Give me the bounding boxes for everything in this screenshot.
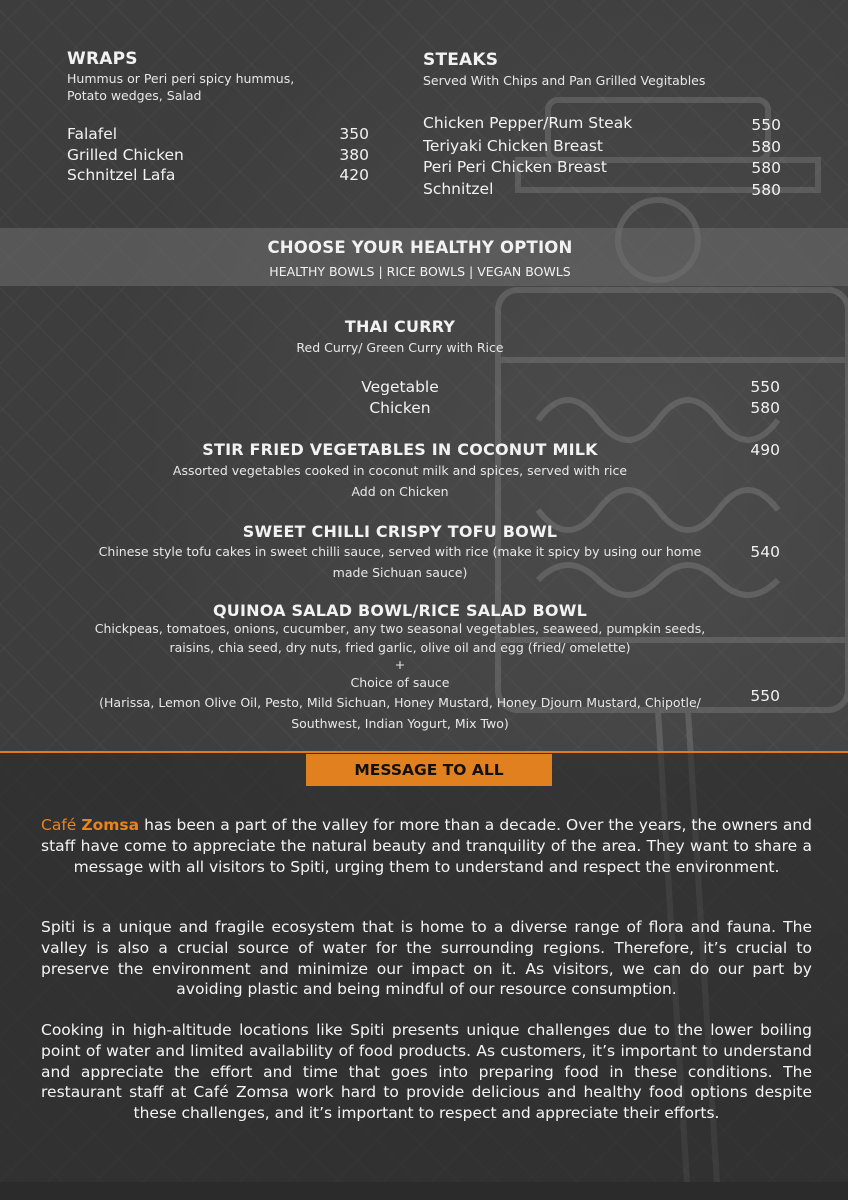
item-price: 550 — [751, 116, 781, 134]
quinoa-price: 550 — [750, 687, 780, 705]
item-price: 350 — [339, 125, 369, 143]
quinoa-sauces: (Harissa, Lemon Olive Oil, Pesto, Mild Sichuan, Honey Mustard, Honey Djourn Mustard, Chipotle/ Southwest, Indian Yogurt, Mix Two) — [99, 695, 701, 731]
item-name: Peri Peri Chicken Breast — [423, 158, 607, 176]
stir-fried-heading: STIR FRIED VEGETABLES IN COCONUT MILK — [202, 440, 598, 459]
steaks-heading: STEAKS — [423, 50, 499, 70]
thai-curry-option-chicken: Chicken — [369, 399, 431, 417]
wraps-description: Hummus or Peri peri spicy hummus, Potato wedges, Salad — [67, 71, 295, 103]
stir-fried-description: Assorted vegetables cooked in coconut milk and spices, served with rice — [172, 463, 628, 478]
item-name: Grilled Chicken — [67, 145, 184, 164]
sweet-chilli-price: 540 — [750, 543, 780, 561]
brand-name-zomsa: Zomsa — [81, 816, 140, 834]
message-to-all-heading: MESSAGE TO ALL — [306, 754, 552, 786]
item-price: 420 — [339, 166, 369, 184]
thai-curry-price-vegetable: 550 — [750, 378, 780, 396]
list-item — [67, 165, 369, 186]
quinoa-description: Chickpeas, tomatoes, onions, cucumber, any two seasonal vegetables, seaweed, pumpkin seeds, raisins, chia seed, dry nuts, fried garlic, olive oil and egg (fried/ omelette) — [94, 621, 706, 655]
quinoa-heading: QUINOA SALAD BOWL/RICE SALAD BOWL — [213, 601, 587, 620]
item-name: Schnitzel — [423, 179, 494, 198]
stir-fried-addon: Add on Chicken — [351, 484, 449, 499]
item-name: Schnitzel Lafa — [67, 166, 176, 184]
list-item — [423, 157, 781, 179]
section-divider — [0, 751, 848, 753]
sweet-chilli-description: Chinese style tofu cakes in sweet chilli sauce, served with rice (make it spicy by using our home made Sichuan sauce) — [98, 544, 702, 580]
message-paragraph-3: Cooking in high-altitude locations like Spiti presents unique challenges due to the lower boiling point of water and limited availability of food products. As customers, it’s important to understand and appreciate the effort and time that goes into preparing food in these conditions. The restaurant staff at Café Zomsa work hard to provide delicious and healthy food options despite these challenges, and it’s important to respect and appreciate their efforts. — [41, 1021, 812, 1123]
item-name: Chicken Pepper/Rum Steak — [423, 114, 633, 132]
item-price: 580 — [751, 180, 781, 199]
stir-fried-price: 490 — [750, 441, 780, 459]
thai-curry-heading: THAI CURRY — [344, 317, 456, 336]
message-paragraph-1 — [41, 815, 812, 877]
brand-name-cafe: Café — [41, 816, 77, 834]
quinoa-plus: + — [394, 657, 406, 672]
steaks-list — [423, 113, 781, 200]
sweet-chilli-heading: SWEET CHILLI CRISPY TOFU BOWL — [242, 522, 558, 541]
healthy-option-categories: HEALTHY BOWLS | RICE BOWLS | VEGAN BOWLS — [269, 264, 571, 279]
item-name: Falafel — [67, 125, 118, 143]
list-item — [67, 145, 369, 166]
paragraph-text: has been a part of the valley for more than a decade. Over the years, the owners and staff have come to appreciate the natural beauty and tranquility of the area. They want to share a message with all visitors to Spiti, urging them to understand and respect the environment. — [41, 816, 813, 876]
wraps-list — [67, 124, 369, 186]
item-price: 380 — [339, 145, 369, 164]
thai-curry-option-vegetable: Vegetable — [361, 378, 439, 396]
message-paragraph-2: Spiti is a unique and fragile ecosystem that is home to a diverse range of flora and fauna. The valley is also a crucial source of water for the surrounding regions. Therefore, it’s crucial to preserve the environment and minimize our impact on it. As visitors, we can do our part by avoiding plastic and being mindful of our resource consumption. — [41, 918, 812, 999]
item-price: 580 — [751, 159, 781, 177]
list-item — [423, 136, 781, 158]
list-item — [423, 113, 781, 136]
item-price: 580 — [751, 137, 781, 156]
thai-curry-description: Red Curry/ Green Curry with Rice — [296, 340, 504, 355]
item-name: Teriyaki Chicken Breast — [423, 136, 603, 155]
steaks-description: Served With Chips and Pan Grilled Vegitables — [423, 73, 706, 88]
wraps-heading: WRAPS — [67, 49, 138, 69]
footer-strip — [0, 1182, 848, 1200]
list-item — [423, 179, 781, 201]
list-item — [67, 124, 369, 145]
healthy-option-title: CHOOSE YOUR HEALTHY OPTION — [267, 238, 573, 257]
quinoa-sauce-label: Choice of sauce — [350, 675, 450, 690]
thai-curry-price-chicken: 580 — [750, 399, 780, 417]
